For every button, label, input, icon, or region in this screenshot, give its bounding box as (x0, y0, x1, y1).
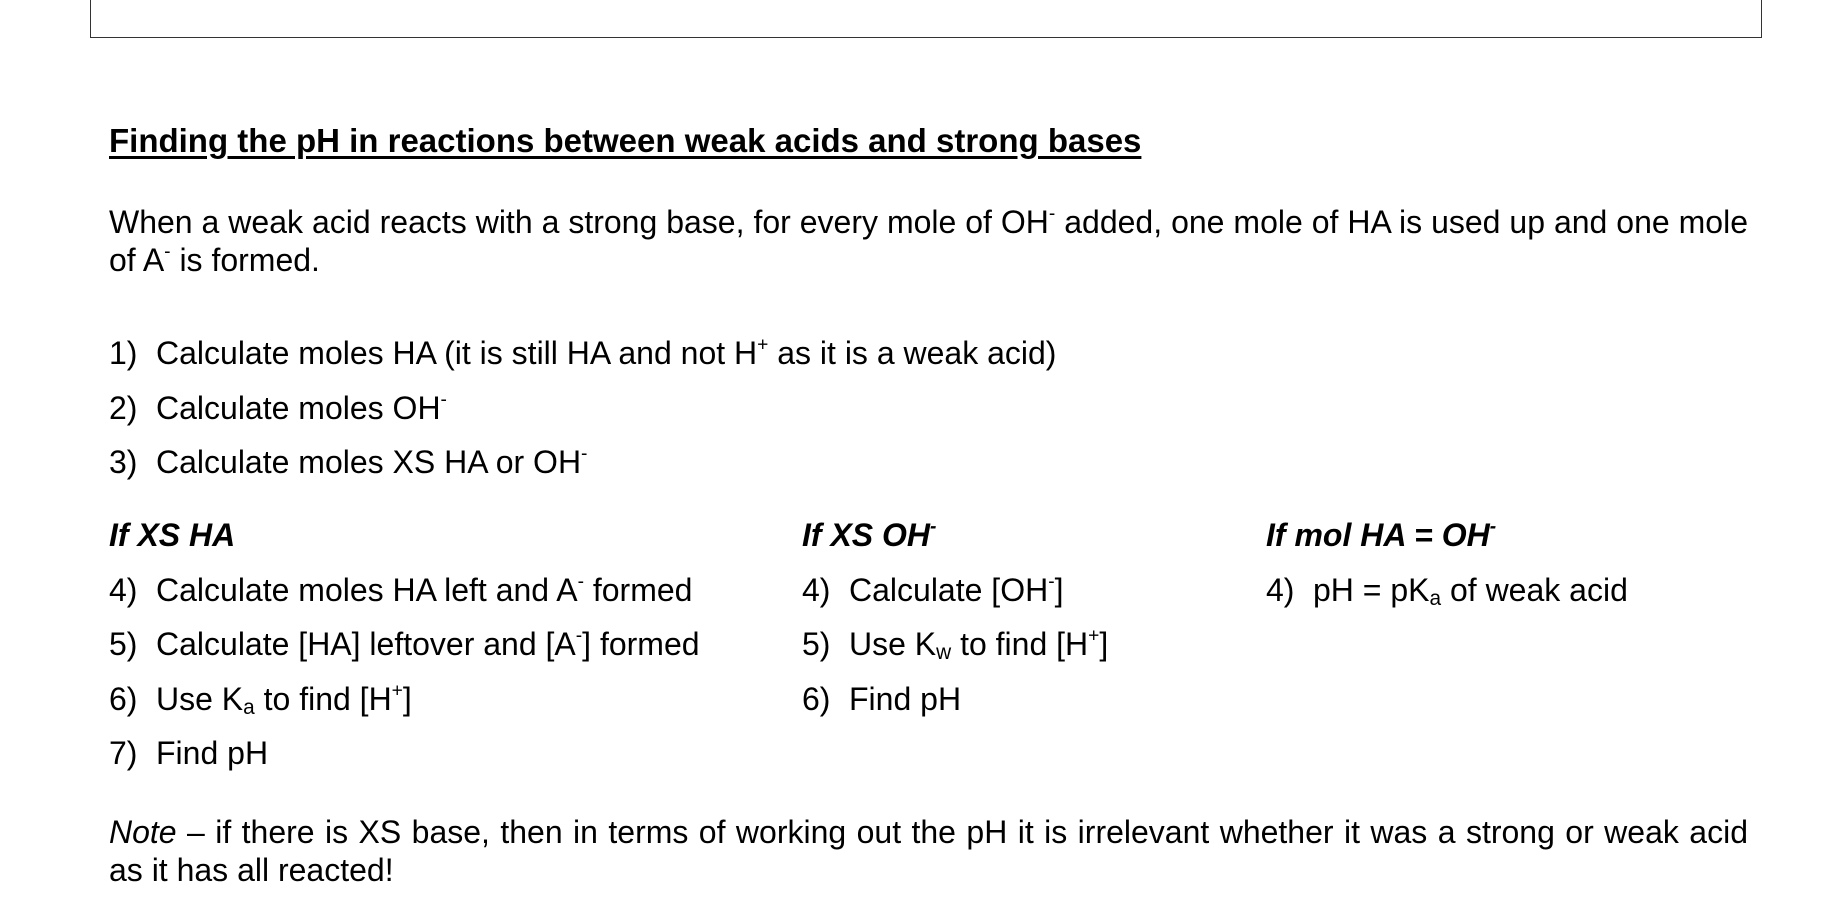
step-text: Calculate moles HA left and A (156, 572, 578, 608)
step-sup: - (575, 625, 583, 647)
step-sub: a (243, 696, 255, 720)
step-sup: + (757, 334, 769, 356)
step-1 (109, 334, 1056, 372)
xs-ha-step-5 (109, 625, 700, 663)
heading-equal-sup: - (1489, 516, 1497, 538)
step-sup: - (1048, 571, 1055, 593)
step-text: Calculate moles XS HA or OH (156, 444, 582, 480)
xs-ha-step-7 (109, 734, 268, 772)
note-text: – if there is XS base, then in terms of working out the pH it is irrelevant whether it was a strong or weak acid as it has all reacted! (109, 814, 1748, 888)
step-sup: - (581, 443, 588, 465)
step-sup: - (440, 389, 447, 411)
step-sup: + (1088, 625, 1100, 647)
intro-sup-1: - (1048, 203, 1056, 225)
step-text: pH = pK (1313, 572, 1430, 608)
step-number: 3) (109, 444, 138, 480)
step-number: 4) (1266, 572, 1295, 608)
heading-xs-oh-text: If XS OH (802, 517, 931, 553)
step-number: 4) (802, 572, 831, 608)
note-paragraph (109, 813, 1748, 889)
xs-ha-step-6 (109, 680, 412, 718)
step-text-mid: to find [H (254, 681, 392, 717)
step-text-end: formed (583, 572, 693, 608)
intro-sup-2: - (164, 241, 171, 263)
step-text: Find pH (849, 681, 962, 717)
xs-oh-step-4 (802, 571, 1063, 609)
step-number: 6) (109, 681, 138, 717)
step-number: 1) (109, 335, 138, 371)
intro-text-1: When a weak acid reacts with a strong base, for every mole of OH (109, 204, 1049, 240)
step-text-end: ] formed (582, 626, 700, 662)
note-label: Note (109, 814, 177, 850)
step-text: Calculate moles HA (it is still HA and not H (156, 335, 758, 371)
intro-text-3: is formed. (170, 242, 320, 278)
step-number: 5) (802, 626, 831, 662)
heading-xs-ha: If XS HA (109, 517, 236, 553)
step-text-end: as it is a weak acid) (768, 335, 1057, 371)
step-text-end: of weak acid (1441, 572, 1628, 608)
heading-xs-oh (802, 516, 936, 554)
step-sup: - (577, 571, 584, 593)
step-text: Calculate [OH (849, 572, 1049, 608)
step-number: 2) (109, 390, 138, 426)
heading-xs-oh-sup: - (930, 516, 937, 538)
heading-equal-moles (1266, 516, 1496, 554)
step-3 (109, 443, 587, 481)
step-sup: + (391, 680, 403, 702)
step-number: 7) (109, 735, 138, 771)
step-text: Find pH (156, 735, 269, 771)
step-2 (109, 389, 447, 427)
step-text: Calculate [HA] leftover and [A (156, 626, 576, 662)
xs-ha-step-4 (109, 571, 692, 609)
step-text-mid: to find [H (951, 626, 1089, 662)
step-text: Calculate moles OH (156, 390, 441, 426)
page-title: Finding the pH in reactions between weak acids and strong bases (109, 122, 1142, 159)
step-number: 5) (109, 626, 138, 662)
step-text-end: ] (1099, 626, 1109, 662)
top-border-box (90, 0, 1762, 38)
heading-equal-text: If mol HA = OH (1266, 517, 1490, 553)
step-sub: w (936, 641, 952, 665)
intro-paragraph (109, 203, 1748, 279)
intro-text-2: added, one mole of HA is used up and one mole of A (109, 204, 1748, 278)
step-text-end: ] (1054, 572, 1064, 608)
step-sub: a (1429, 587, 1442, 611)
step-text-end: ] (402, 681, 412, 717)
equal-step-4 (1266, 571, 1628, 609)
xs-oh-step-6 (802, 680, 961, 718)
step-text: Use K (156, 681, 244, 717)
step-text: Use K (849, 626, 937, 662)
xs-oh-step-5 (802, 625, 1108, 663)
step-number: 6) (802, 681, 831, 717)
step-number: 4) (109, 572, 138, 608)
